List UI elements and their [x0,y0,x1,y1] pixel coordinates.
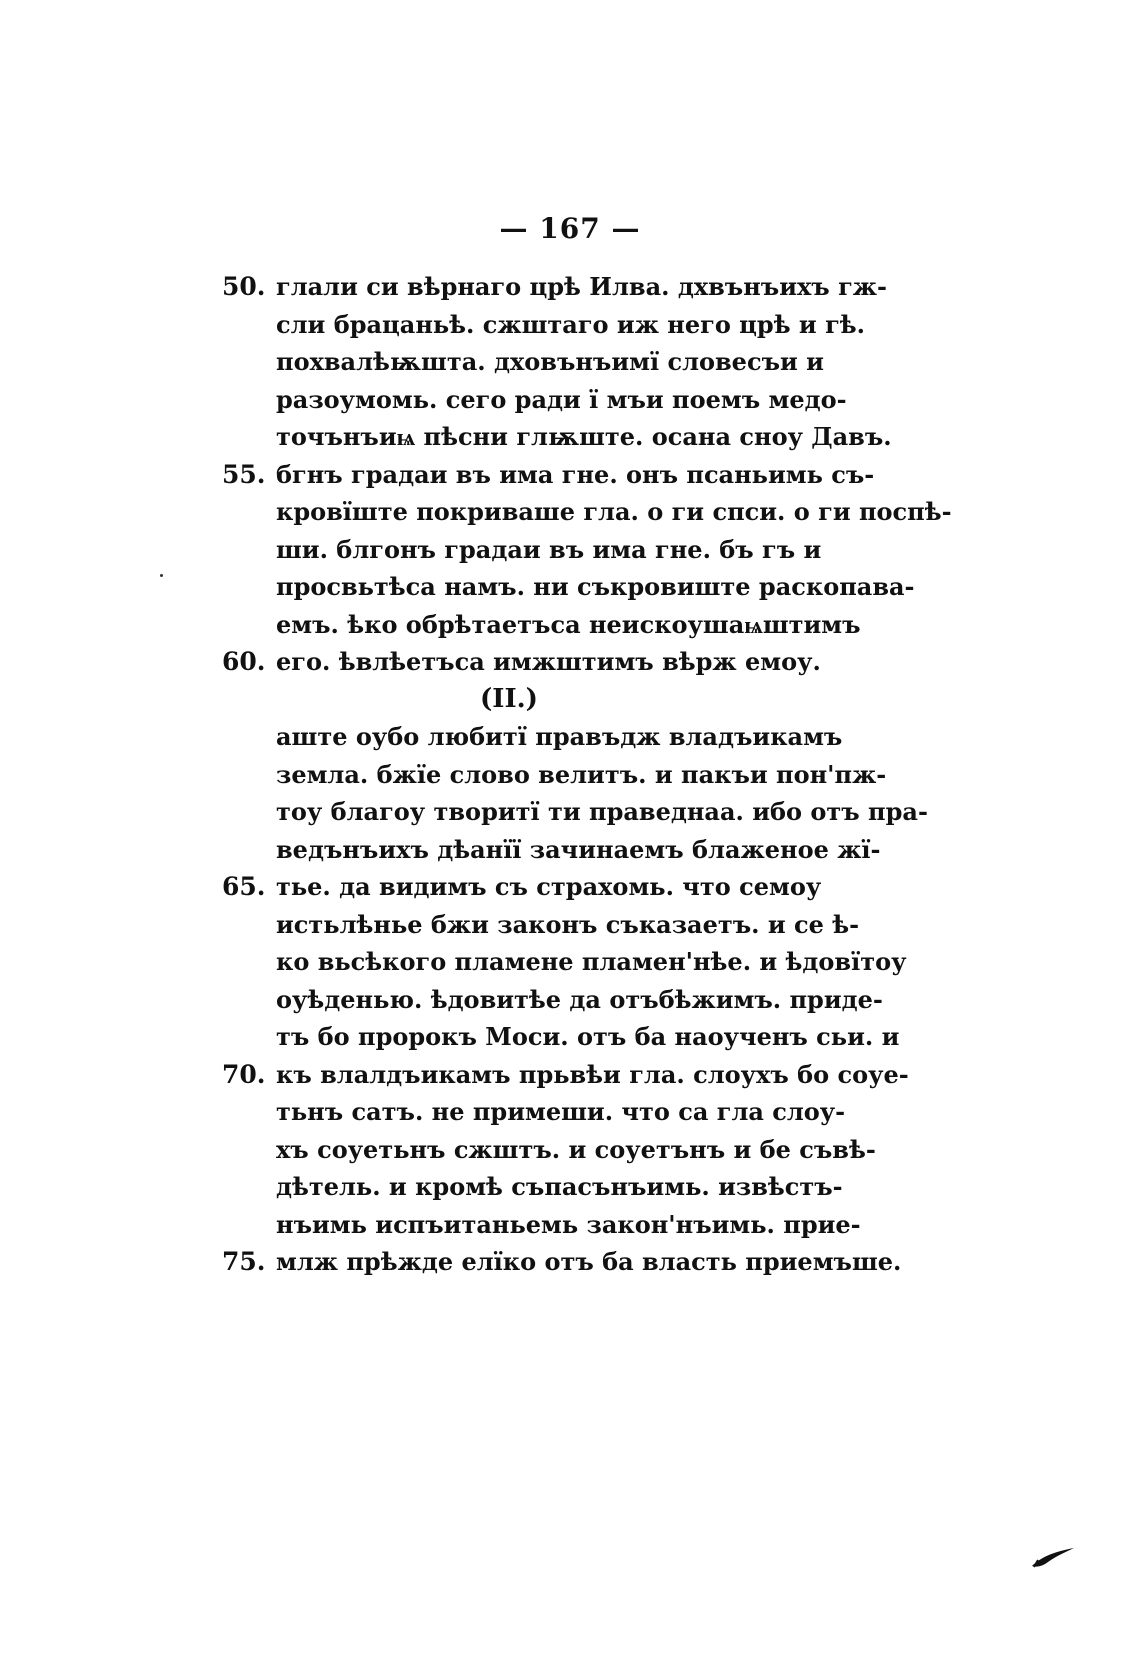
line-text: аште оубо любитї правъдж владъикамъ [276,722,843,751]
line-text: точънъиѩ пѣсни глѭште. осана сноу Давъ. [276,422,892,451]
text-line [224,1018,904,1056]
text-line [224,981,904,1019]
text-line [224,343,904,381]
ink-speck [160,574,163,577]
text-line [224,1168,904,1206]
line-text: ко вьсѣкого пламене пламен'нѣе. и ѣдовїтоу [276,947,907,976]
line-number: 70. [222,1059,266,1089]
text-line [224,306,904,344]
text-line [224,718,904,756]
text-line [224,606,904,644]
line-text: разоумомь. сего ради ї мъи поемъ медо- [276,384,847,414]
line-text: его. ѣвлѣетъса имжштимъ вѣрж емоу. [276,647,821,676]
line-text: дѣтель. и кромѣ съпасънъимь. извѣстъ- [276,1172,843,1201]
text-line [224,793,928,831]
line-text: бгнъ градаи въ има гне. онъ псаньимь съ- [276,459,875,489]
line-number: 50. [222,272,266,301]
line-text: нъимь испъитаньемь закон'нъимь. прие- [276,1209,861,1239]
text-line [224,1243,904,1281]
text-line [224,756,904,794]
text-line [224,568,915,606]
text-line [224,1206,904,1244]
line-text: ведънъихъ дѣанїї зачинаемъ блаженое жї- [276,834,881,864]
text-line [224,493,952,531]
text-block [222,268,952,1281]
line-text: емъ. ѣко обрѣтаетъса неискоушаѩштимъ [276,609,861,639]
text-line [224,381,904,419]
text-line [224,906,904,944]
line-text: сли брацаньѣ. сжштаго иж него црѣ и гѣ. [276,309,866,339]
line-number: 60. [222,647,266,676]
line-text: хъ соуетьнъ сжштъ. и соуетънъ и бе съвѣ- [276,1134,876,1164]
text-line [224,456,904,494]
line-text: тъ бо пророкъ Моси. отъ ба наоученъ сьи. и [276,1022,900,1051]
pen-flourish-icon [1030,1540,1090,1570]
text-line [224,531,904,569]
text-line [224,1093,904,1131]
verse-group-1 [222,268,952,681]
line-number: 75. [222,1247,266,1276]
line-text: просвьтѣса намъ. ни съкровиште раскопава- [276,572,915,601]
line-text: кровїште покриваше гла. о ги спси. о ги поспѣ- [276,497,952,526]
section-heading: (II.) [480,683,538,714]
line-text: земла. бжїе слово велитъ. и пакъи пон'пж- [276,759,887,789]
line-text: тоу благоу творитї ти праведнаа. ибо отъ пра- [276,797,928,826]
line-text: истьлѣнье бжи законъ съказаетъ. и се ѣ- [276,909,860,939]
line-text: къ влалдъикамъ прьвѣи гла. слоухъ бо соуе- [276,1059,909,1089]
text-line [224,1131,904,1169]
line-number: 55. [222,459,266,489]
line-text: похвалѣѭшта. дховънъимї словесъи и [276,347,824,376]
page-number: — 167 — [499,212,641,245]
line-text: млж прѣжде елїко отъ ба власть приемъше. [276,1247,902,1276]
text-line [224,868,904,906]
line-text: глали си вѣрнаго црѣ Илва. дхвънъихъ гж- [276,272,887,301]
text-line [224,943,907,981]
text-line [224,268,904,306]
verse-group-2 [222,718,928,1281]
text-line [222,1056,909,1094]
text-line [224,418,904,456]
line-text: тьнъ сатъ. не примеши. что са гла слоу- [276,1097,846,1126]
text-line [224,831,904,869]
text-line [224,643,904,681]
line-text: оуѣденью. ѣдовитѣе да отъбѣжимъ. приде- [276,984,883,1014]
line-number: 65. [222,872,266,901]
line-text: тье. да видимъ съ страхомь. что семоу [276,872,822,901]
line-text: ши. блгонъ градаи въ има гне. бъ гъ и [276,534,822,564]
